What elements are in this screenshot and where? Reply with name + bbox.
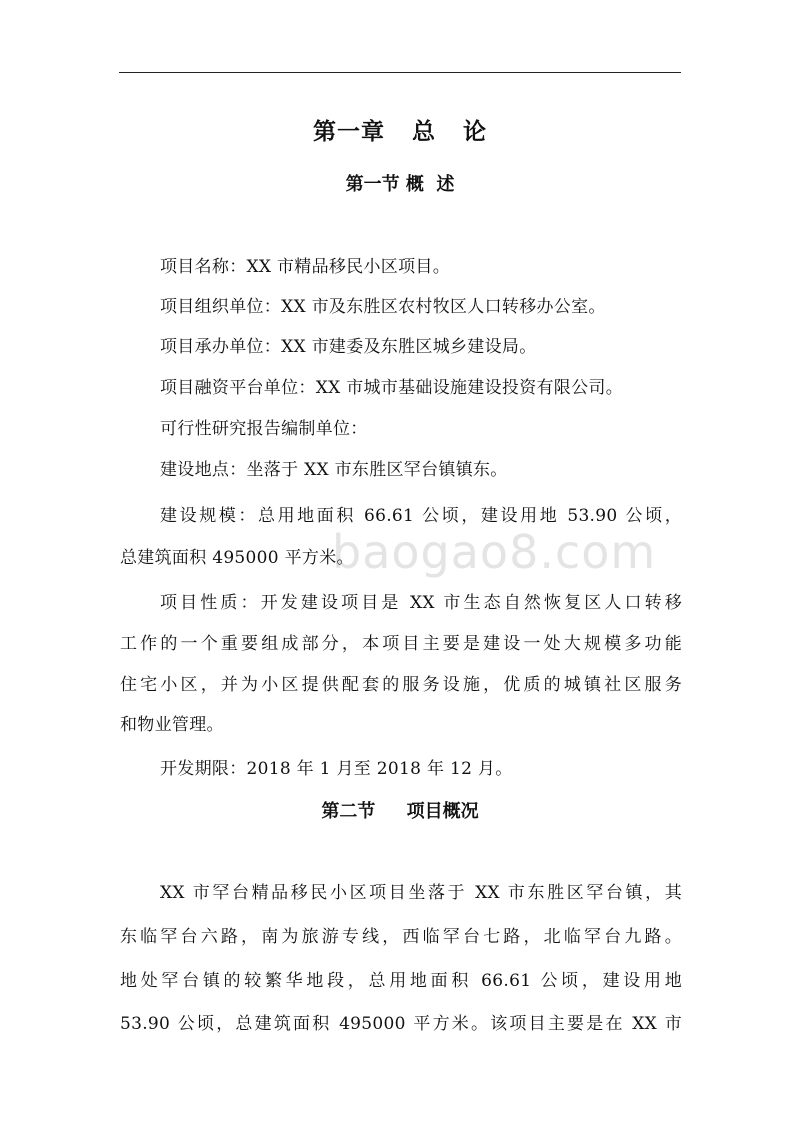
scale-line-2: 总建筑面积 495000 平方米。 xyxy=(120,548,354,568)
nature-line-3: 住宅小区，并为小区提供配套的服务设施，优质的城镇社区服务 xyxy=(120,675,682,695)
header-rule xyxy=(119,72,681,73)
summary-line-3: 地处罕台镇的较繁华地段，总用地面积 66.61 公顷，建设用地 xyxy=(120,971,682,991)
report-author-line: 可行性研究报告编制单位： xyxy=(160,419,368,439)
summary-line-1: XX 市罕台精品移民小区项目坐落于 XX 市东胜区罕台镇，其 xyxy=(160,883,682,903)
nature-line-2: 工作的一个重要组成部分，本项目主要是建设一处大规模多功能 xyxy=(120,634,682,654)
organizer-line: 项目组织单位：XX 市及东胜区农村牧区人口转移办公室。 xyxy=(160,297,606,317)
project-name-line: 项目名称：XX 市精品移民小区项目。 xyxy=(160,257,451,277)
summary-line-2: 东临罕台六路，南为旅游专线，西临罕台七路，北临罕台九路。 xyxy=(120,927,682,947)
location-line: 建设地点：坐落于 XX 市东胜区罕台镇镇东。 xyxy=(160,460,508,480)
nature-line-4: 和物业管理。 xyxy=(120,715,224,735)
nature-line-1: 项目性质：开发建设项目是 XX 市生态自然恢复区人口转移 xyxy=(160,593,682,613)
summary-line-4: 53.90 公顷，总建筑面积 495000 平方米。该项目主要是在 XX 市 xyxy=(120,1014,682,1034)
chapter-title: 第一章 总 论 xyxy=(312,119,488,145)
undertaker-line: 项目承办单位：XX 市建委及东胜区城乡建设局。 xyxy=(160,337,537,357)
section-title-summary: 第二节 项目概况 xyxy=(321,801,479,822)
section-title-overview: 第一节 概 述 xyxy=(345,174,455,195)
scale-line-1: 建设规模：总用地面积 66.61 公顷，建设用地 53.90 公顷， xyxy=(160,506,682,526)
period-line: 开发期限：2018 年 1 月至 2018 年 12 月。 xyxy=(160,759,513,779)
financing-line: 项目融资平台单位：XX 市城市基础设施建设投资有限公司。 xyxy=(160,378,624,398)
watermark: baogao8.com xyxy=(332,525,657,579)
